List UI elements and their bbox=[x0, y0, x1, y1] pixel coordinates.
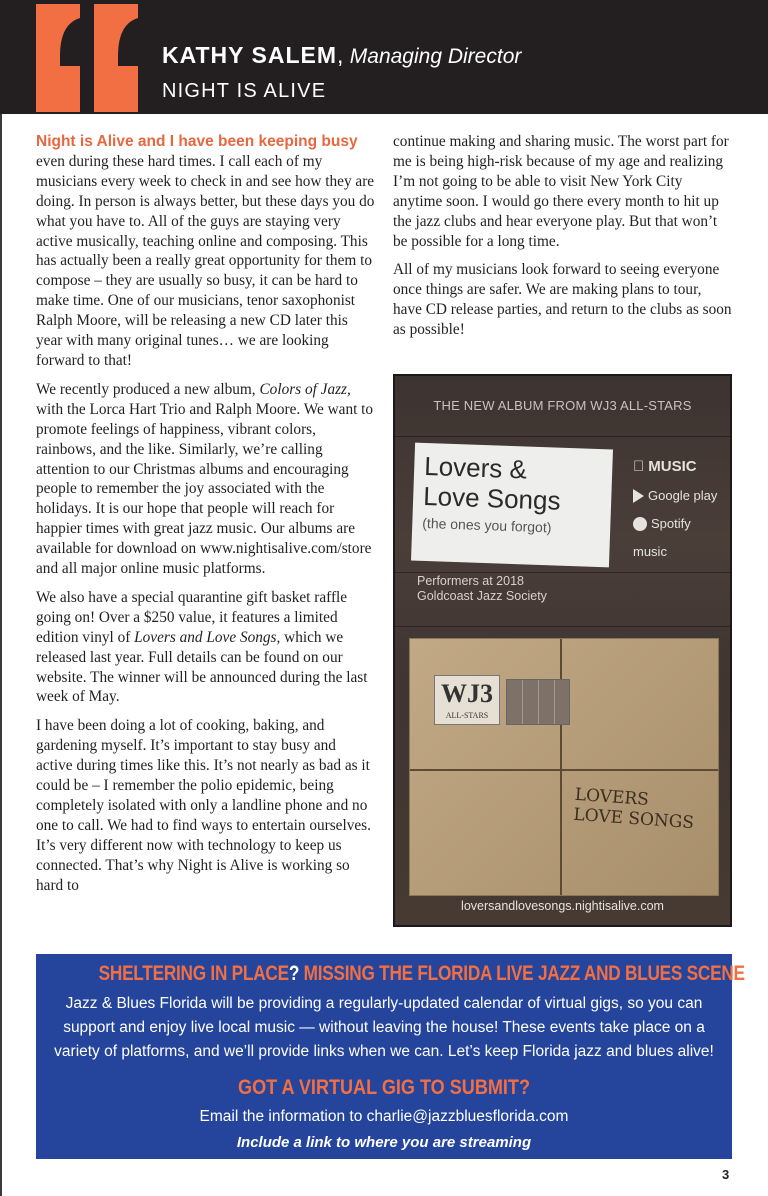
package-handwriting: LOVERS LOVE SONGS bbox=[572, 784, 695, 834]
album-subtitle: (the ones you forgot) bbox=[422, 514, 552, 536]
person-role: Managing Director bbox=[349, 45, 522, 68]
performers-text: Performers at 2018 Goldcoast Jazz Society bbox=[417, 574, 547, 603]
name-separator: , bbox=[337, 42, 350, 68]
headline-part-2: MISSING THE FLORIDA LIVE JAZZ AND BLUES SCENE bbox=[299, 962, 745, 985]
banner-email: Email the information to charlie@jazzbluesflorida.com bbox=[199, 1108, 569, 1125]
paragraph-5: continue making and sharing music. The worst part for me is being high-risk because of my age and realizing I’m not going to be able to visit New York City anytime soon. I would go there every month to hit up the jazz clubs and hear everyone play. But that won’t be possible for a long time. bbox=[393, 133, 729, 250]
banner-body: Jazz & Blues Florida will be providing a regularly-updated calendar of virtual gigs, so you can support and enjoy live local music — without leaving the house! These events take place on a variety of platforms, and we’ll provide links when we can. Let’s keep Florida jazz and blues alive! bbox=[54, 995, 714, 1060]
amazon-music-service: music bbox=[633, 544, 667, 559]
article-column-right bbox=[393, 132, 733, 349]
wood-plank-line bbox=[395, 572, 730, 573]
wood-plank-line bbox=[395, 436, 730, 437]
google-play-service: Google play bbox=[633, 488, 717, 503]
album-url: loversandlovesongs.nightisalive.com bbox=[461, 899, 664, 913]
article-header bbox=[0, 0, 768, 114]
headline-question-mark: ? bbox=[744, 962, 756, 985]
organization-name: NIGHT IS ALIVE bbox=[162, 80, 327, 102]
lead-in: Night is Alive and I have been keeping busy bbox=[36, 133, 358, 150]
streaming-services bbox=[633, 458, 717, 572]
page-number: 3 bbox=[722, 1167, 730, 1182]
album-title-colors: Colors of Jazz, bbox=[259, 380, 351, 398]
header-title bbox=[162, 42, 521, 69]
page-edge bbox=[0, 0, 2, 1196]
paragraph-3 bbox=[36, 588, 376, 707]
apple-icon bbox=[633, 458, 644, 475]
banner-streaming-note: Include a link to where you are streaming bbox=[236, 1134, 532, 1151]
paragraph-1 bbox=[36, 132, 376, 371]
paragraph-3-text-a: We also have a special quarantine gift basket raffle going on! Over a $250 value, it features a limited edition vinyl of bbox=[36, 588, 348, 646]
article-column-left bbox=[36, 132, 376, 905]
quote-mark-icon bbox=[36, 4, 142, 112]
paragraph-6: All of my musicians look forward to seeing everyone once things are safer. We are making plans to tour, have CD release parties, and return to the clubs as soon as possible! bbox=[393, 261, 732, 339]
album-cover-image bbox=[393, 374, 732, 927]
banner-headline bbox=[98, 962, 756, 986]
spotify-service: Spotify bbox=[633, 516, 717, 531]
spotify-icon bbox=[633, 517, 647, 531]
headline-part-1: SHELTERING IN PLACE bbox=[98, 962, 289, 985]
person-name: KATHY SALEM bbox=[162, 42, 337, 68]
paragraph-2-text-b: with the Lorca Hart Trio and Ralph Moore. We want to promote feelings of happiness, vibrant colors, rainbows, and the like. Similarly, we’re calling attention to our Christmas albums and encouraging people to remember the joy associated with the holidays. It is our hope that people will reach for happier times with great jazz music. Our albums are available for download on www.nightisalive.com/store and all major online music platforms. bbox=[36, 400, 374, 578]
package-illustration bbox=[409, 638, 719, 896]
wood-plank-line bbox=[395, 626, 730, 627]
virtual-gigs-banner bbox=[36, 954, 756, 1159]
album-title-note bbox=[411, 443, 613, 568]
wj3-tag: WJ3 ALL-STARS bbox=[434, 675, 500, 725]
album-title-lovers: Lovers and Love Songs, bbox=[134, 628, 281, 646]
banner-cta: GOT A VIRTUAL GIG TO SUBMIT? bbox=[238, 1076, 530, 1099]
apple-music-service: MUSIC bbox=[633, 458, 717, 475]
headline-question-mark: ? bbox=[288, 962, 300, 985]
album-title: Lovers & Love Songs bbox=[422, 450, 562, 516]
package-string bbox=[560, 639, 562, 895]
paragraph-1-text: even during these hard times. I call each of my musicians every week to check in and see how they are doing. In person is always better, but these days you do what you have to. All of the guys are staying very active musically, teaching online and composing. This has actually been a really great opportunity for them to compose – they are usually so busy, it can be hard to make time. One of our musicians, tenor saxophonist Ralph Moore, will be releasing a new CD later this year with many original tunes… we are looking forward to that! bbox=[36, 152, 375, 369]
paragraph-2 bbox=[36, 380, 376, 579]
play-icon bbox=[633, 489, 644, 503]
album-top-text: THE NEW ALBUM FROM WJ3 ALL-STARS bbox=[433, 398, 692, 413]
paragraph-2-text-a: We recently produced a new album, bbox=[36, 380, 260, 398]
paragraph-4: I have been doing a lot of cooking, baking, and gardening myself. It’s important to stay busy and active during times like this. It’s not nearly as bad as it could be – I remember the polio epidemic, being completely isolated with only a landline phone and no one to call. We had to find ways to entertain ourselves. It’s very different now with technology to keep us connected. That’s why Night is Alive is working so hard to bbox=[36, 717, 371, 894]
paragraph-3-text-b: which we released last year. Full details can be found on our website. The winner will be announced during the last week of May. bbox=[36, 628, 368, 706]
package-string bbox=[410, 769, 718, 771]
musician-photos bbox=[506, 679, 570, 725]
